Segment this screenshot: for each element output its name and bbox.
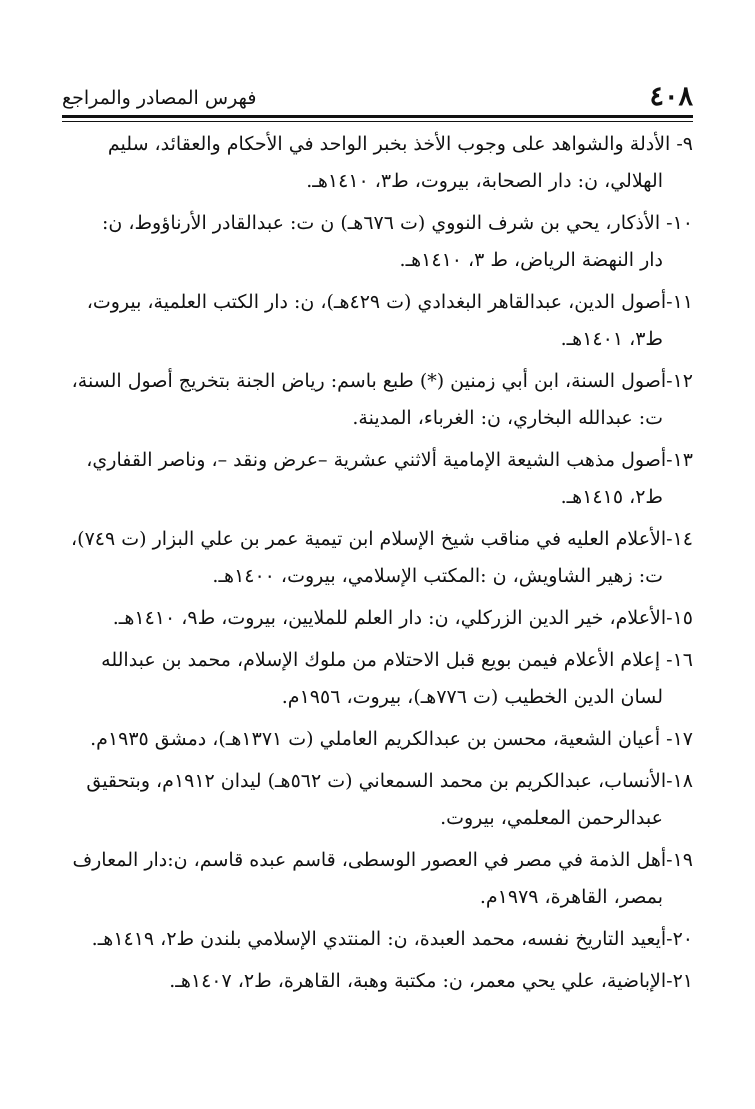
entry-first-line: ١٥-الأعلام، خير الدين الزركلي، ن: دار العلم للملايين، بيروت، ط٩، ١٤١٠هـ. [112, 607, 693, 629]
page-number: ٤٠٨ [649, 81, 693, 112]
bibliography-entry [62, 284, 693, 358]
entry-first-line: ١٩-أهل الذمة في مصر في العصور الوسطى، قاسم عبده قاسم، ن:دار المعارف [72, 849, 693, 871]
entry-continuation: لسان الدين الخطيب (ت ٧٧٦هـ)، بيروت، ١٩٥٦م. [281, 686, 663, 708]
entry-continuation: بمصر، القاهرة، ١٩٧٩م. [479, 886, 663, 908]
entry-continuation: ت: زهير الشاويش، ن :المكتب الإسلامي، بيروت، ١٤٠٠هـ. [212, 565, 663, 587]
entry-first-line: ١٦- إعلام الأعلام فيمن بويع قبل الاحتلام من ملوك الإسلام، محمد بن عبدالله [101, 649, 693, 671]
entry-first-line: ٢١-الإباضية، علي يحي معمر، ن: مكتبة وهبة، القاهرة، ط٢، ١٤٠٧هـ. [169, 970, 693, 992]
entry-first-line: ٢٠-أيعيد التاريخ نفسه، محمد العبدة، ن: المنتدي الإسلامي بلندن ط٢، ١٤١٩هـ. [91, 928, 693, 950]
bibliography-entry [62, 363, 693, 437]
bibliography-entry [62, 205, 693, 279]
header-rule-thick [62, 115, 693, 118]
bibliography-entry [62, 126, 693, 200]
entry-continuation: عبدالرحمن المعلمي، بيروت. [440, 807, 663, 829]
bibliography-entry [62, 600, 693, 637]
entry-continuation: ط٢، ١٤١٥هـ. [560, 486, 663, 508]
bibliography-list [62, 126, 693, 1005]
bibliography-entry [62, 963, 693, 1000]
bibliography-entry [62, 442, 693, 516]
entry-first-line: ١٨-الأنساب، عبدالكريم بن محمد السمعاني (ت ٥٦٢هـ) ليدان ١٩١٢م، وبتحقيق [86, 770, 693, 792]
bibliography-entry [62, 642, 693, 716]
bibliography-entry [62, 921, 693, 958]
entry-first-line: ١٧- أعيان الشعية، محسن بن عبدالكريم العاملي (ت ١٣٧١هـ)، دمشق ١٩٣٥م. [90, 728, 693, 750]
bibliography-entry [62, 763, 693, 837]
entry-first-line: ٩- الأدلة والشواهد على وجوب الأخذ بخبر الواحد في الأحكام والعقائد، سليم [107, 133, 693, 155]
entry-continuation: ت: عبدالله البخاري، ن: الغرباء، المدينة. [352, 407, 663, 429]
entry-continuation: الهلالي، ن: دار الصحابة، بيروت، ط٣، ١٤١٠هـ. [306, 170, 663, 192]
bibliography-entry [62, 842, 693, 916]
header-rule-thin [62, 121, 693, 122]
entry-first-line: ١٣-أصول مذهب الشيعة الإمامية ألاثني عشرية –عرض ونقد –، وناصر القفاري، [86, 449, 693, 471]
entry-continuation: دار النهضة الرياض، ط ٣، ١٤١٠هـ. [399, 249, 663, 271]
entry-first-line: ١٤-الأعلام العليه في مناقب شيخ الإسلام ابن تيمية عمر بن علي البزار (ت ٧٤٩)، [71, 528, 693, 550]
page-header [62, 76, 693, 110]
bibliography-entry [62, 721, 693, 758]
entry-continuation: ط٣، ١٤٠١هـ. [560, 328, 663, 350]
entry-first-line: ١١-أصول الدين، عبدالقاهر البغدادي (ت ٤٢٩هـ)، ن: دار الكتب العلمية، بيروت، [86, 291, 693, 313]
running-title: فهرس المصادر والمراجع [62, 87, 257, 109]
entry-first-line: ١٢-أصول السنة، ابن أبي زمنين (*) طبع باسم: رياض الجنة بتخريج أصول السنة، [71, 370, 693, 392]
bibliography-entry [62, 521, 693, 595]
entry-first-line: ١٠- الأذكار، يحي بن شرف النووي (ت ٦٧٦هـ) ن ت: عبدالقادر الأرناؤوط، ن: [101, 212, 693, 234]
